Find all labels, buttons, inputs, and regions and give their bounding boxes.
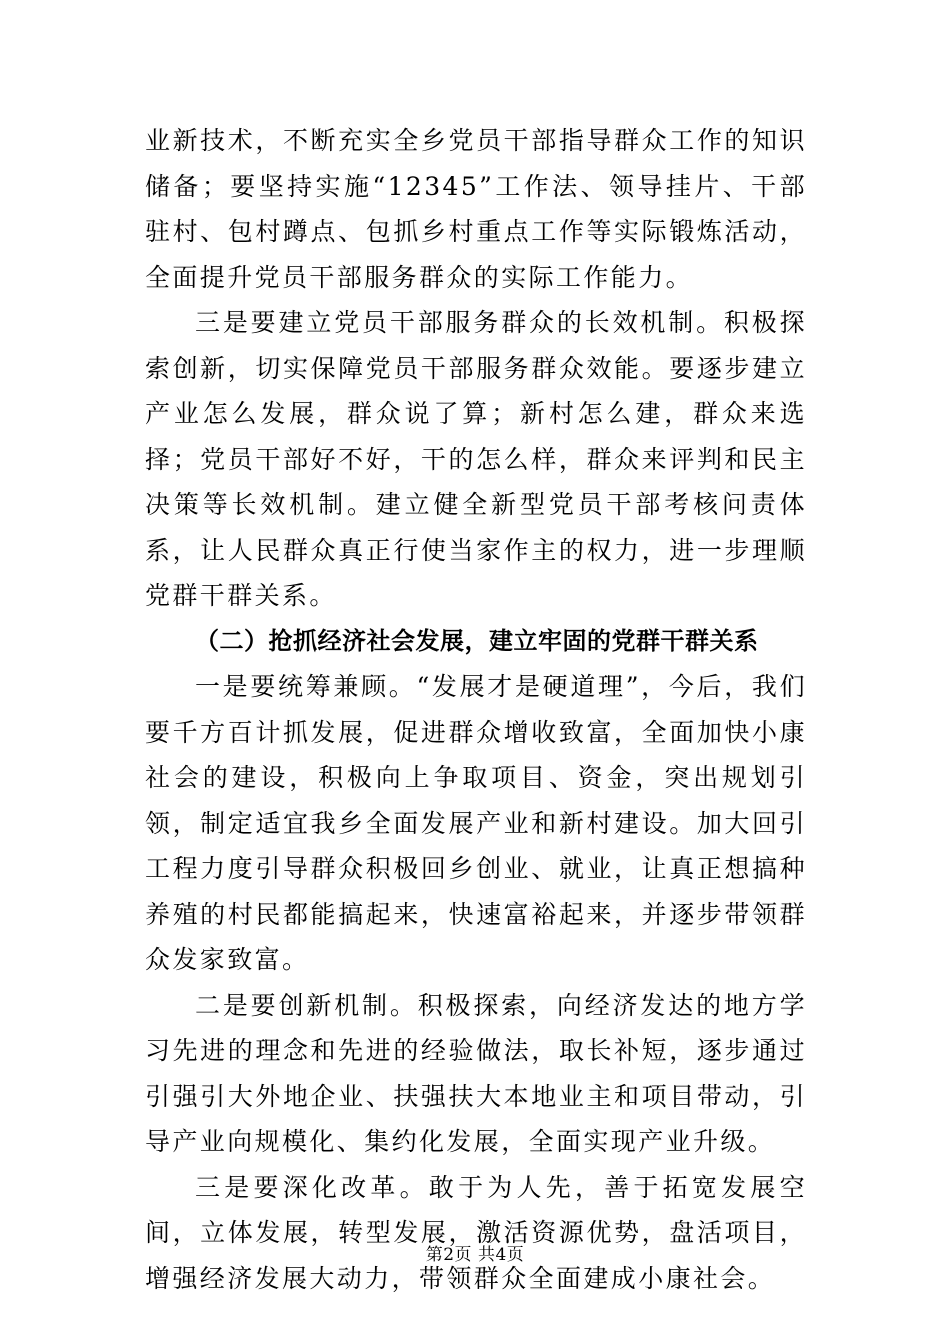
paragraph-mechanism: 三是要建立党员干部服务群众的长效机制。积极探索创新，切实保障党员干部服务群众效能。要逐步建立产业怎么发展，群众说了算；新村怎么建，群众来选择；党员干部好不好，干的怎么样，群众来评判和民主决策等长效机制。建立健全新型党员干部考核问责体系，让人民群众真正行使当家作主的权力，进一步理顺党群干群关系。 xyxy=(145,308,807,610)
paragraph-innovation: 二是要创新机制。积极探索，向经济发达的地方学习先进的理念和先进的经验做法，取长补短，逐步通过引强引大外地企业、扶强扶大本地业主和项目带动，引导产业向规模化、集约化发展，全面实现产业升级。 xyxy=(145,990,807,1156)
section-heading: （二）抢抓经济社会发展，建立牢固的党群干群关系 xyxy=(195,626,759,655)
document-body xyxy=(145,118,807,1301)
page-number-footer: 第2页 共4页 xyxy=(425,1245,525,1265)
paragraph-overall-planning: 一是要统筹兼顾。“发展才是硬道理”，今后，我们要千方百计抓发展，促进群众增收致富，全面加快小康社会的建设，积极向上争取项目、资金，突出规划引领，制定适宜我乡全面发展产业和新村建设。加大回引工程力度引导群众积极回乡创业、就业，让真正想搞种养殖的村民都能搞起来，快速富裕起来，并逐步带领群众发家致富。 xyxy=(145,672,807,974)
paragraph-continued: 业新技术，不断充实全乡党员干部指导群众工作的知识储备；要坚持实施“12345”工作法、领导挂片、干部驻村、包村蹲点、包抓乡村重点工作等实际锻炼活动，全面提升党员干部服务群众的实际工作能力。 xyxy=(145,126,807,292)
paragraph-reform: 三是要深化改革。敢于为人先，善于拓宽发展空间，立体发展，转型发展，激活资源优势，盘活项目，增强经济发展大动力，带领群众全面建成小康社会。 xyxy=(145,1172,807,1293)
